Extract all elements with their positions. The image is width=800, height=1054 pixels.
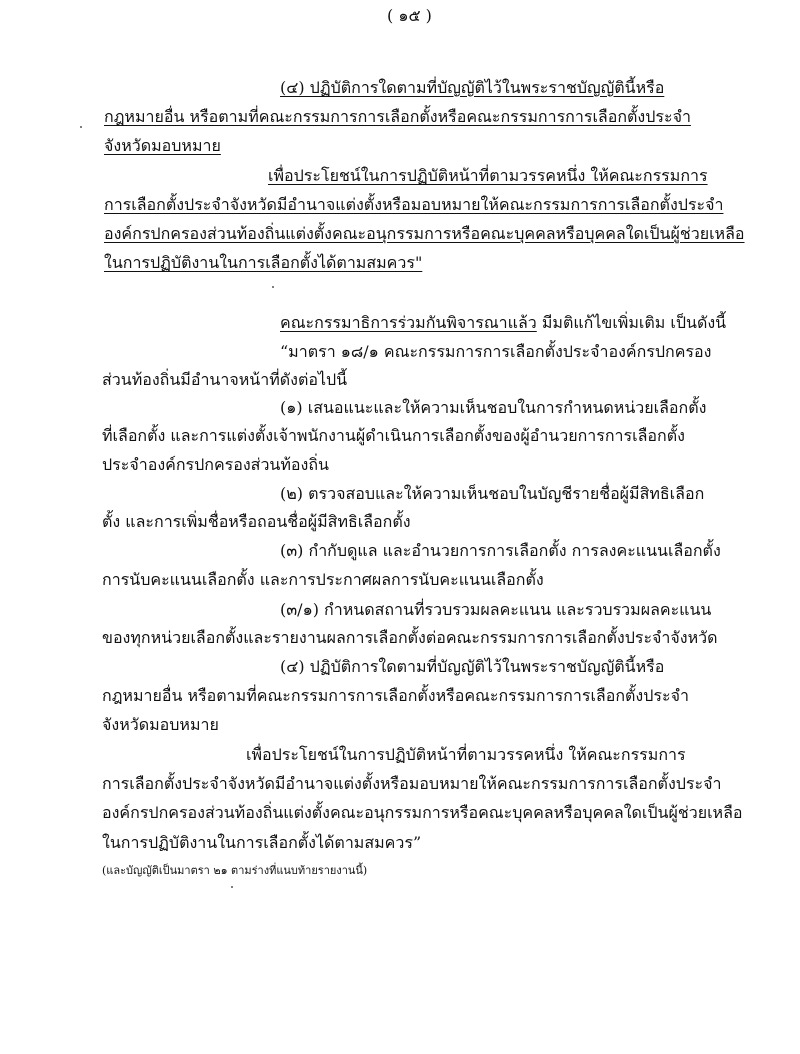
text-line: “มาตรา ๑๘/๑ คณะกรรมการการเลือกตั้งประจำองค์กรปกครอง <box>280 342 712 361</box>
text-line: ส่วนท้องถิ่นมีอำนาจหน้าที่ดังต่อไปนี้ <box>102 370 348 389</box>
text-line: เพื่อประโยชน์ในการปฏิบัติหน้าที่ตามวรรคหนึ่ง ให้คณะกรรมการ <box>246 745 686 764</box>
page-number: ( ๑๕ ) <box>387 6 432 25</box>
text-line: ตั้ง และการเพิ่มชื่อหรือถอนชื่อผู้มีสิทธิเลือกตั้ง <box>102 512 411 531</box>
scan-speck <box>80 126 82 128</box>
text-line: การเลือกตั้งประจำจังหวัดมีอำนาจแต่งตั้งหรือมอบหมายให้คณะกรรมการการเลือกตั้งประจำ <box>102 774 722 793</box>
text-line: (๒) ตรวจสอบและให้ความเห็นชอบในบัญชีรายชื่อผู้มีสิทธิเลือก <box>280 484 705 503</box>
text-line: องค์กรปกครองส่วนท้องถิ่นแต่งตั้งคณะอนุกรรมการหรือคณะบุคคลหรือบุคคลใดเป็นผู้ช่วยเหลือ <box>102 803 743 822</box>
committee-heading <box>280 313 726 333</box>
footnote: (และบัญญัติเป็นมาตรา ๒๑ ตามร่างที่แนบท้ายรายงานนี้) <box>102 864 368 877</box>
committee-heading-rest: มีมติแก้ไขเพิ่มเติม เป็นดังนี้ <box>541 313 727 332</box>
text-line: (๔) ปฏิบัติการใดตามที่บัญญัติไว้ในพระราชบัญญัตินี้หรือ <box>280 78 665 97</box>
text-line: ในการปฏิบัติงานในการเลือกตั้งได้ตามสมควร” <box>102 833 422 852</box>
text-line: กฎหมายอื่น หรือตามที่คณะกรรมการการเลือกตั้งหรือคณะกรรมการการเลือกตั้งประจำ <box>104 107 691 126</box>
text-line: (๑) เสนอแนะและให้ความเห็นชอบในการกำหนดหน่วยเลือกตั้ง <box>280 398 707 417</box>
text-line: องค์กรปกครองส่วนท้องถิ่นแต่งตั้งคณะอนุกรรมการหรือคณะบุคคลหรือบุคคลใดเป็นผู้ช่วยเหลือ <box>104 224 745 243</box>
text-line: จังหวัดมอบหมาย <box>102 715 219 734</box>
text-line: (๓/๑) กำหนดสถานที่รวบรวมผลคะแนน และรวบรวมผลคะแนน <box>280 600 712 619</box>
scan-speck <box>272 286 274 288</box>
text-line: ในการปฏิบัติงานในการเลือกตั้งได้ตามสมควร" <box>104 253 423 272</box>
text-line: (๔) ปฏิบัติการใดตามที่บัญญัติไว้ในพระราชบัญญัตินี้หรือ <box>280 657 665 676</box>
text-line: การนับคะแนนเลือกตั้ง และการประกาศผลการนับคะแนนเลือกตั้ง <box>102 570 544 589</box>
text-line: เพื่อประโยชน์ในการปฏิบัติหน้าที่ตามวรรคหนึ่ง ให้คณะกรรมการ <box>268 166 708 185</box>
text-line: ประจำองค์กรปกครองส่วนท้องถิ่น <box>102 455 329 474</box>
text-line: ของทุกหน่วยเลือกตั้งและรายงานผลการเลือกตั้งต่อคณะกรรมการการเลือกตั้งประจำจังหวัด <box>102 628 718 647</box>
committee-heading-underlined: คณะกรรมาธิการร่วมกันพิจารณาแล้ว <box>280 313 537 332</box>
scan-speck <box>231 886 233 888</box>
text-line: จังหวัดมอบหมาย <box>104 136 221 155</box>
text-line: ที่เลือกตั้ง และการแต่งตั้งเจ้าพนักงานผู้ดำเนินการเลือกตั้งของผู้อำนวยการการเลือกตั้ง <box>102 426 685 445</box>
text-line: กฎหมายอื่น หรือตามที่คณะกรรมการการเลือกตั้งหรือคณะกรรมการการเลือกตั้งประจำ <box>102 686 689 705</box>
text-line: (๓) กำกับดูแล และอำนวยการการเลือกตั้ง การลงคะแนนเลือกตั้ง <box>280 541 721 560</box>
text-line: การเลือกตั้งประจำจังหวัดมีอำนาจแต่งตั้งหรือมอบหมายให้คณะกรรมการการเลือกตั้งประจำ <box>104 195 724 214</box>
